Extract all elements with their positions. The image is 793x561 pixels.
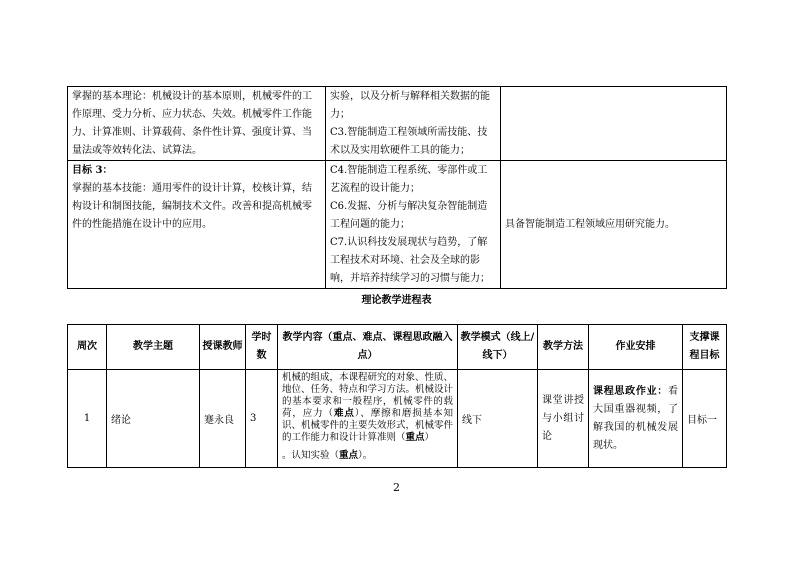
header-topic: 教学主题 [107, 325, 200, 370]
objectives-row [68, 161, 727, 289]
objective-text: 掌握的基本技能：通用零件的设计计算，校核计算，结构设计和制图技能，编制技术文件。改善和提高机械零件的性能措施在设计中的应用。 [72, 183, 312, 230]
page-number: 2 [393, 481, 400, 494]
header-homework: 作业安排 [589, 325, 683, 370]
outcome-cell [501, 87, 727, 161]
hours-cell: 3 [246, 370, 278, 468]
homework-cell [589, 370, 683, 468]
header-content: 教学内容（重点、难点、课程思政融入点） [278, 325, 458, 370]
ability-line: 实验，以及分析与解释相关数据的能力； [330, 91, 490, 120]
method-cell: 课堂讲授与小组讨论 [538, 370, 589, 468]
homework-label: 课程思政作业： [593, 385, 668, 397]
key-point-mark: 重点 [339, 450, 359, 461]
header-week: 周次 [68, 325, 107, 370]
content-text: 。认知实验（ [282, 450, 340, 461]
objectives-table [67, 86, 727, 289]
content-text: 机械的组成，本课程研究的对象、性质、地位、任务、特点和学习方法。机械设计的基本要求和一般程序，机械零件的载荷，应力（ [282, 372, 454, 419]
ability-line: C7.认识科技发展现状与趋势，了解工程技术对环境、社会及全球的影响，并培养持续学习的习惯与能力； [330, 237, 490, 284]
content-text: ） [424, 432, 435, 443]
content-text: ）。 [358, 450, 373, 461]
week-cell: 1 [68, 370, 107, 468]
homework-text: 看大国重器视频，了解我国的机械发展现状。 [593, 385, 678, 451]
objective-theory-cell: 掌握的基本理论：机械设计的基本原则，机械零件的工作原理、受力分析、应力状态、失效。机械零件工作能力、计算准则、计算载荷、条件性计算、强度计算、当量法或等效转化法、试算法。 [68, 87, 326, 161]
outcome-cell: 具备智能制造工程领域应用研究能力。 [501, 161, 727, 289]
mode-cell: 线下 [458, 370, 538, 468]
header-mode: 教学模式（线上/线下） [458, 325, 538, 370]
section-title: 理论教学进程表 [361, 295, 432, 306]
schedule-header-row [68, 325, 727, 370]
topic-cell: 绪论 [107, 370, 200, 468]
ability-line: C4.智能制造工程系统、零部件或工艺流程的设计能力； [330, 165, 488, 194]
teacher-cell: 蹇永良 [200, 370, 246, 468]
header-target: 支撑课程目标 [683, 325, 727, 370]
difficulty-mark: 难点 [333, 408, 355, 419]
header-hours: 学时数 [246, 325, 278, 370]
objectives-row [68, 87, 727, 161]
schedule-table [67, 324, 727, 468]
objective-skill-cell [68, 161, 326, 289]
ability-line: C6.发掘、分析与解决复杂智能制造工程问题的能力； [330, 201, 488, 230]
ability-cell [326, 87, 501, 161]
key-point-mark: 重点 [405, 432, 425, 443]
target-cell: 目标一 [683, 370, 727, 468]
header-teacher: 授课教师 [200, 325, 246, 370]
content-text: ）、摩擦和磨损基本知识、机械零件的主要失效形式，机械零件的工作能力和设计计算准则（ [282, 408, 454, 443]
content-cell [278, 370, 458, 468]
ability-cell [326, 161, 501, 289]
objective-title: 目标 3： [72, 165, 113, 176]
table-row [68, 370, 727, 468]
ability-line: C3.智能制造工程领域所需技能、技术以及实用软硬件工具的能力； [330, 127, 488, 156]
header-method: 教学方法 [538, 325, 589, 370]
